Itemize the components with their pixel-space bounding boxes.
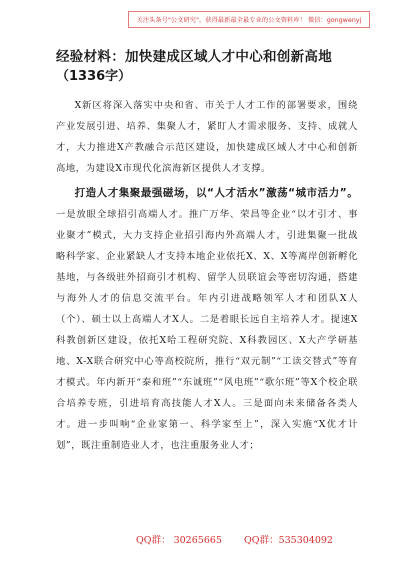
paragraph-body: 一是放眼全球招引高端人才。推广万华、荣昌等企业“以才引才、事业聚才”模式，大力支持企业招引海内外高端人才，引进集聚一批战略科学家、企业紧缺人才支持本地企业依托X、X、X等离岸创新孵化基地，与各级驻外招商引才机构、留学人员联谊会等密切沟通，搭建与海外人才的信息交流平台。年内引进战略领军人才和团队X人（个）、硕士以上高端人才X人。二是着眼长远自主培养人才。提速X科教创新区建设，依托X哈工程研究院、X科教园区、X大产学研基地、X-X联合研究中心等高校院所，推行“双元制”“工读交替式”等育才模式。年内新开“泰和班”“东诚班”“风电班”“歌尔班”等X个校企联合培养专班，引进培育高技能人才X人。三是面向未来储备各类人才。进一步叫响“企业家第一、科学家至上”，深入实施“X优才计划”，既注重制造业人才，也注重服务业人才； (56, 209, 358, 451)
footer-qq-group-2: QQ群：535304092 (244, 535, 333, 546)
document-title: 经验材料：加快建成区域人才中心和创新高地 (56, 49, 332, 65)
paragraph-talent-magnet (56, 183, 358, 456)
top-banner (128, 11, 370, 28)
document-subtitle: （1336字） (56, 69, 132, 84)
paragraph-intro: X新区将深入落实中央和省、市关于人才工作的部署要求，围绕产业发展引进、培养、集聚人才，紧盯人才需求服务、支持、成就人才，大力推进X产教融合示范区建设，加快建成区域人才中心和创新高地，为建设X市现代化滨海新区提供人才支撑。 (56, 100, 358, 174)
document-body (56, 47, 358, 456)
footer-qq-group-1: QQ群： 30265665 (136, 535, 222, 546)
paragraph-heading: 打造人才集聚最强磁场，以“人才活水”激荡“城市活力”。 (74, 187, 358, 199)
banner-text: 关注头条号"公文研究"，获得最新最全最专业的公文资料库！ 微信：gongwenyj (136, 17, 362, 24)
